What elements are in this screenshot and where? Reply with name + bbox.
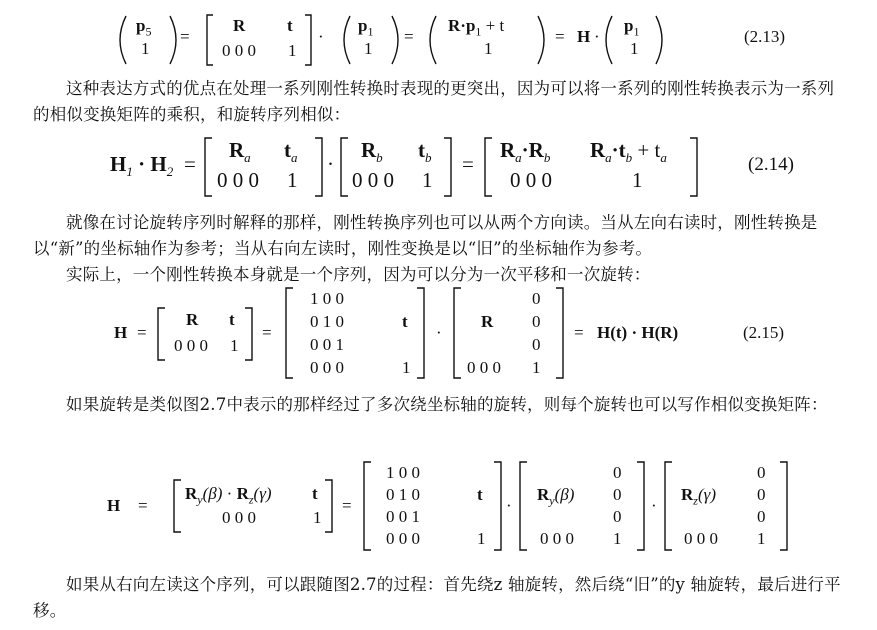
eq214-H1-sub: 1	[126, 164, 133, 180]
eq214-ta-sub: a	[291, 150, 298, 166]
eq214-prod2c: + t	[632, 138, 661, 162]
eq216-zcol-a0: 0	[613, 463, 622, 482]
eq215-one2: 1	[402, 358, 411, 377]
eq214-prod2b: ·t	[611, 138, 626, 162]
eq214-prod2-sub-a: a	[605, 150, 612, 166]
eq216-gamma2: (γ)	[697, 485, 716, 504]
eq216-lhs: H	[107, 496, 121, 515]
equation-2-13: $p_5$ 1 = R t 0 0 0 1 · $p_1$ 1 = $R\cdot p_1 + t$ 1 = H · $p_1$ 1 (2.13)	[0, 10, 877, 70]
eq216-beta2: (β)	[554, 485, 575, 504]
eq215-rhs: H(t) · H(R)	[597, 323, 679, 342]
eq216-zcol-b1: 0	[757, 485, 766, 504]
eq213-rhs-sub: 1	[475, 24, 482, 39]
eq216-z2: z	[693, 493, 698, 508]
eq216-zeros: 0 0 0	[222, 508, 256, 527]
equation-2-14: $H_1 \cdot H_2$ = $R_a$ $t_a$ 0 0 0 1 · $R_b$ $t_b$ 0 0 0 1 = $R_a\cdot R_b$ $R_a\cdot t_b + t_a$ 0 0 0 1 (2.14)	[0, 130, 877, 200]
eq216-Ry2: R	[537, 485, 550, 504]
eq216-t2: t	[477, 485, 483, 504]
eq216-y2: y	[549, 493, 555, 508]
paragraph-2: 就像在讨论旋转序列时解释的那样，刚性转换序列也可以从两个方向读。当从左向右读时，刚性转换是以“新”的坐标轴作为参考；当从右向左读时，刚性变换是以“旧”的坐标轴作为参考。	[33, 213, 818, 258]
eq215-t: t	[229, 310, 235, 329]
eq214-prod1: R	[500, 138, 516, 162]
eq213-one-e: 1	[630, 39, 639, 58]
eq216-ident-2: 0 0 1	[386, 507, 420, 526]
eq216-ident-3: 0 0 0	[386, 529, 420, 548]
eq215-R: R	[186, 310, 199, 329]
eq214-prod1-sub-a: a	[515, 150, 522, 166]
paragraph-4: 如果旋转是类似图2.7中表示的那样经过了多次绕坐标轴的旋转，则每个旋转也可以写作相似变换矩阵：	[66, 395, 828, 414]
eq214-Rb: R	[361, 138, 377, 162]
eq214-one-b: 1	[422, 168, 433, 192]
eq215-ident-2: 0 0 1	[310, 335, 344, 354]
eq216-Rz2: R	[681, 485, 694, 504]
eq216-zcol-b0: 0	[757, 463, 766, 482]
eq214-H2: H	[150, 152, 167, 176]
eq214-prod1-sub-b: b	[543, 150, 551, 166]
eq213-one-b: 1	[288, 41, 297, 60]
eq213-label: (2.13)	[744, 27, 786, 46]
eq213-one-d: 1	[484, 39, 493, 58]
paragraph-5: 如果从右向左读这个序列，可以跟随图2.7的过程：首先绕z 轴旋转，然后绕“旧”的y 轴旋转，最后进行平移。	[33, 575, 841, 620]
eq215-zcol-0: 0	[532, 289, 541, 308]
eq214-Rb-sub: b	[376, 150, 383, 166]
eq215-label: (2.15)	[743, 323, 785, 342]
eq216-ident-1: 0 1 0	[386, 485, 420, 504]
eq216-brackets	[0, 460, 877, 556]
eq216-zeros2: 0 0 0	[540, 529, 574, 548]
eq213-R: R	[233, 16, 246, 35]
eq215-one: 1	[230, 336, 239, 355]
eq214-zeros-a: 0 0 0	[217, 168, 259, 192]
eq214-prod2-sub-c: a	[660, 150, 667, 166]
eq213-zeros: 0 0 0	[222, 41, 256, 60]
paragraph-1: 这种表达方式的优点在处理一系列刚性转换时表现的更突出，因为可以将一系列的刚性转换表示为一系列的相似变换矩阵的乘积，和旋转序列相似：	[33, 79, 835, 124]
eq216-zeros3: 0 0 0	[684, 529, 718, 548]
eq215-ident-1: 0 1 0	[310, 312, 344, 331]
eq213-one-c: 1	[364, 39, 373, 58]
eq214-label: (2.14)	[748, 154, 794, 175]
eq214-Ra: R	[229, 138, 245, 162]
eq213-H: H	[577, 27, 591, 46]
equation-rotation-sequence: H = $R_y(\beta) \cdot R_z(\gamma)$ t 0 0 0 1 = 1 0 0 0 1 0 0 0 1 0 0 0 t 1 · $R_y(\beta)$ 0 0 0 0 0 0 1 · $R_z(\gamma)$ 0 0 0 0 0 0 1	[0, 460, 877, 556]
eq213-p5-sub: 5	[145, 24, 152, 39]
eq216-zcol-a2: 0	[613, 507, 622, 526]
equation-2-15: H = R t 0 0 0 1 = 1 0 0 0 1 0 0 0 1 0 0 0 t 1 · R 0 0 0 0 0 0 1 = H(t) · H(R) (2.15)	[0, 286, 877, 382]
eq215-zcol-1: 0	[532, 312, 541, 331]
eq213-p5: p	[136, 16, 146, 35]
eq216-t: t	[312, 484, 318, 503]
eq213-rhs-mid2: + t	[481, 16, 505, 35]
eq216-y: y	[197, 492, 203, 507]
eq214-tb: t	[418, 138, 425, 162]
eq216-one: 1	[313, 508, 322, 527]
eq213-rhs-mid: R·p	[448, 16, 476, 35]
eq215-one3: 1	[532, 358, 541, 377]
eq213-p1-sub: 1	[367, 24, 374, 39]
eq215-t2: t	[402, 312, 408, 331]
eq213-t: t	[287, 16, 293, 35]
eq213-one-a: 1	[141, 39, 150, 58]
eq214-one-a: 1	[287, 168, 298, 192]
eq214-prod1b: ·R	[521, 138, 544, 162]
eq215-zeros2: 0 0 0	[467, 358, 501, 377]
eq215-lhs: H	[114, 323, 128, 342]
eq214-tb-sub: b	[425, 150, 432, 166]
eq213-p1b: p	[624, 16, 634, 35]
eq216-one2: 1	[477, 529, 486, 548]
eq215-R2: R	[481, 312, 494, 331]
eq216-beta: (β)	[202, 484, 223, 503]
eq215-ident-3: 0 0 0	[310, 358, 344, 377]
eq215-ident-0: 1 0 0	[310, 289, 344, 308]
eq214-H1: H	[110, 152, 127, 176]
eq214-prod2-sub-b: b	[625, 150, 633, 166]
eq216-zcol-a1: 0	[613, 485, 622, 504]
eq213-p1b-sub: 1	[633, 24, 640, 39]
eq214-Ra-sub: a	[244, 150, 251, 166]
eq215-zcol-2: 0	[532, 335, 541, 354]
eq216-one4: 1	[757, 529, 766, 548]
eq214-prod2: R	[590, 138, 606, 162]
eq213-p1: p	[358, 16, 368, 35]
eq216-one3: 1	[613, 529, 622, 548]
eq214-zeros-b: 0 0 0	[352, 168, 394, 192]
eq214-ta: t	[284, 138, 291, 162]
eq216-gamma: (γ)	[253, 484, 272, 503]
eq214-zeros-c: 0 0 0	[510, 168, 552, 192]
eq216-zcol-b2: 0	[757, 507, 766, 526]
eq216-ident-0: 1 0 0	[386, 463, 420, 482]
eq215-zeros: 0 0 0	[174, 336, 208, 355]
paragraph-3: 实际上，一个刚性转换本身就是一个序列，因为可以分为一次平移和一次旋转：	[66, 265, 651, 284]
eq214-one-c: 1	[632, 168, 643, 192]
eq216-Rz: R	[236, 484, 249, 503]
eq216-z: z	[248, 492, 254, 507]
eq216-Ry: R	[185, 484, 198, 503]
eq214-H2-sub: 2	[166, 164, 174, 180]
